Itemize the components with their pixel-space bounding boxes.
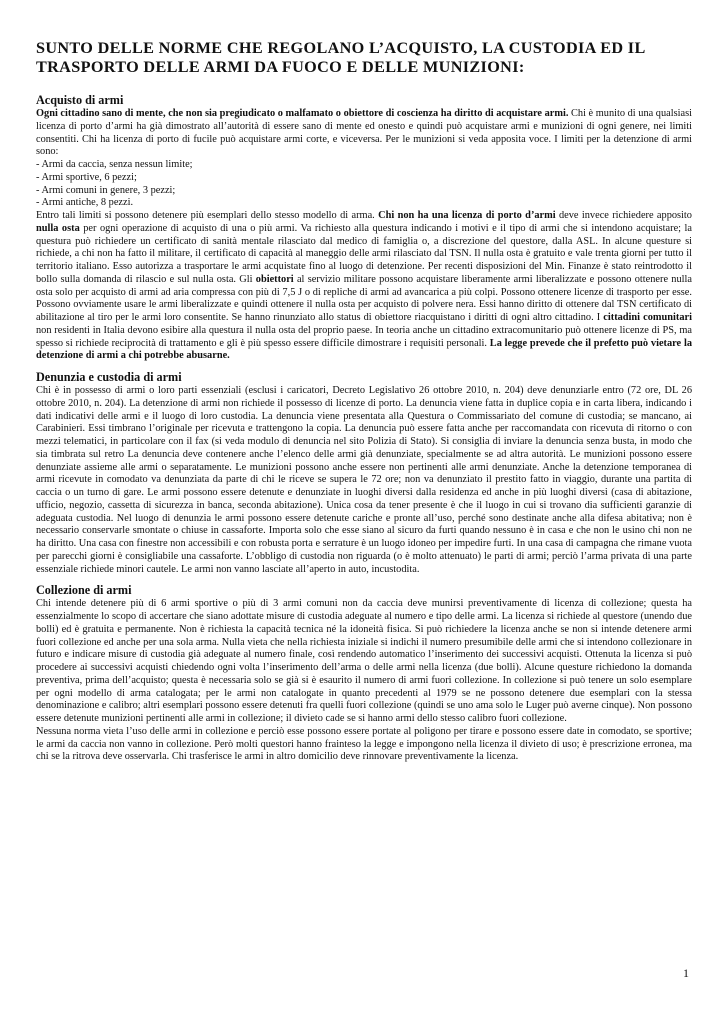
list-item: - Armi comuni in genere, 3 pezzi; (36, 184, 176, 196)
bold-text: obiettori (255, 273, 294, 285)
body-text: al servizio militare possono acquistare liberamente armi liberalizzate e possono ottenere nulla osta solo per acquisto di armi ad aria compressa con più di 7,5 J o di repliche di armi ad avancarica a più colpi. Possono ottenere licenze di trasporto per esse. Possono ovviamente usare le armi liberalizzate e quindi ottenere il nulla osta per acquisto di polvere nera. Essi hanno diritto di ottenere dal TSN certificato di abilitazione al tiro per le armi loro consentite. Se hanno rinunziato allo status di obiettore riacquistano i diritti di ogni altro cittadino. I (36, 273, 692, 323)
list-item: - Armi da caccia, senza nessun limite; (36, 159, 193, 170)
bold-text: nulla osta (36, 222, 80, 234)
paragraph-collezione-2: Nessuna norma vieta l’uso delle armi in collezione e perciò esse possono essere portate al poligono per tirare e possono essere date in comodato, se sportive; le armi da caccia non vanno in collezione. Però molti questori hanno frainteso la legge e impongono nella licenza il divieto di uso; è prescrizione erronea, ma chi se la ritrova deve osservarla. Chi trasferisce le armi in altro domicilio deve rinnovare preventivamente la licenza. (36, 725, 692, 763)
limits-list (36, 159, 692, 210)
section-heading-collezione: Collezione di armi (36, 583, 132, 598)
paragraph-acquisto-intro (36, 108, 692, 159)
bold-text: Ogni cittadino sano di mente, che non sia pregiudicato o malfamato o obiettore di coscienza ha diritto di acquistare armi. (36, 108, 569, 119)
paragraph-acquisto-nulla-osta (36, 210, 692, 363)
paragraph-collezione-1: Chi intende detenere più di 6 armi sportive o più di 3 armi comuni non da caccia deve munirsi preventivamente di licenza di collezione; questa ha essenzialmente lo scopo di accertare che siano adottate misure di custodia adeguate al numero e tipo delle armi. La licenza si richiede al questore (unendo due bolli) ed è gratuita e permanente. Non è richiesta la capacità tecnica né la idoneità fisica. Si può richiedere la licenza anche se non si intende detenere armi fuori collezione ed anche per una sola arma. Nulla vieta che nella richiesta iniziale si indichi il numero presumibile delle armi che si intendono collezionare in futuro e indicare misure di custodia già adeguate al numero finale, così rendendo automatico l’inserimento dei successivi acquisti. Ottenuta la licenza si può procedere ai successivi acquisti chiedendo ogni volta l’inserimento dell’arma o delle armi nella licenza (due bolli). Alcune questure richiedono la domanda preventiva, prima dell’acquisto; questa è necessaria solo se già si è esaurito il numero di armi fuori collezione. In collezione si può tenere un solo esemplare per ogni modello di arma catalogata; per le armi non catalogate in quanto precedenti al 1979 se ne possono detenere due esemplari con la stessa denominazione e calibro; altri esemplari possono essere detenuti fra quelli fuori collezione (quindi se uno ama solo le Luger può averne cinque). Non possono essere detenute munizioni pertinenti alle armi in collezione; il divieto cade se si hanno armi dello stesso calibro fuori collezione. (36, 598, 692, 724)
paragraph-denuncia: Chi è in possesso di armi o loro parti essenziali (esclusi i caricatori, Decreto Legislativo 26 ottobre 2010, n. 204) deve denunziarle entro (72 ore, DL 26 ottobre 2010, n. 204). La detenzione di armi non richiede il possesso di licenze di porto. La denuncia viene fatta in duplice copia e in carta libera, indicando i dati indicativi delle armi e il luogo di loro custodia. La denuncia viene presentata alla Questura o Commissariato del comune di custodia; se mancano, ai Carabinieri. Essi timbrano l’originale per ricevuta e trattengono la copia. La denuncia può essere fatta anche per raccomandata con ricevuta di ritorno o con mezzi telematici, in particolare con il fax (si veda modulo di denuncia nel sito Polizia di Stato). Si consiglia di inviare la denuncia senza busta, in modo che sia timbrata sul retro La denuncia deve contenere anche l’elenco delle armi già denunziate, specialmente se ad altra autorità. Le munizioni possono essere denunziate assieme alle armi o separatamente. Le munizioni possono anche essere non pertinenti alle armi denunziate. Anche la detenzione temporanea di armi ricevute in comodato va denunziata da parte di chi le riceve se supera le 72 ore; non va denunziato il prestito fatto in viaggio, durante una partita di caccia o un turno di gare. Le armi possono essere detenute e denunziate in luoghi diversi dalla residenza ed anche in più luoghi diversi (casa di abitazione, ufficio, negozio, cassetta di sicurezza in banca, seconda abitazione). Unica cosa da tener presente è che il luogo in cui si trovano dia sufficienti garanzie di adeguata custodia. Nel luogo di denunzia le armi possono essere detenute cariche e pronte all’uso, perché sono destinate anche alla difesa abitativa; non è necessario conservarle smontate o chiuse in cassaforte. Importa solo che esse siano al sicuro da furti quando nessuno è in casa e che non le usino chi non ne ha diritto. Una casa con finestre non accessibili e con robusta porta e serrature è un luogo idoneo per impedire furti. In una casa di campagna che rimane vuota per parecchi giorni è consigliabile una cassaforte. L’obbligo di custodia non riguarda (o è molto attenuato) le parti di armi; perciò l’arma privata di una parte essenziale richiede minori cautele. Le armi non vanno lasciate all’aperto in auto, incustodita. (36, 385, 693, 575)
section-acquisto (36, 93, 692, 363)
page-number: 1 (683, 966, 689, 980)
document-title: SUNTO DELLE NORME CHE REGOLANO L’ACQUISTO, LA CUSTODIA ED IL TRASPORTO DELLE ARMI DA FUOCO E DELLE MUNIZIONI: (36, 39, 645, 76)
body-text: Chi è munito di una qualsiasi licenza di porto d’armi ha già dimostrato all’autorità di essere sano di mente ed onesto e quindi può acquistare armi e munizioni di ogni genere, nei limiti consentiti. Chi ha licenza di porto di fucile può acquistare armi corte, e viceversa. Per le munizioni si veda apposita voce. I limiti per la detenzione di armi sono: (36, 108, 692, 158)
body-text: deve invece richiedere apposito (555, 210, 692, 221)
section-denuncia (36, 370, 692, 576)
document-body (36, 93, 692, 771)
bold-text: La legge prevede che il prefetto può vietare la detenzione di armi a chi potrebbe abusarne. (36, 337, 692, 362)
section-heading-denuncia: Denunzia e custodia di armi (36, 370, 182, 384)
body-text: Entro tali limiti si possono detenere più esemplari dello stesso modello di arma. (36, 210, 379, 221)
bold-text: cittadini comunitari (603, 312, 692, 323)
bold-text: Chi non ha una licenza di porto d’armi (378, 210, 556, 221)
body-text: non residenti in Italia devono esibire alla questura il nulla osta del proprio paese. In teoria anche un cittadino extracomunitario può ottenere licenze di PS, ma spesso si richiede reciprocità di trattamento e gli è più spesso essere difficile dimostrare i requisiti personali. (36, 324, 692, 349)
body-text: per ogni operazione di acquisto di una o più armi. Va richiesto alla questura indicando i motivi e il tipo di armi che si intendono acquistare; la questura può richiedere un certificato di sanità mentale rilasciato dal medico di famiglia o, a discrezione del questore, dalla ASL. In alcune questure si richiede, a chi non ha fatto il militare, il certificato di capacità al maneggio delle armi rilasciato dal TSN. Il nulla osta è gratuito e vale trenta giorni per tutto il territorio italiano. Esso autorizza a trasportare le armi acquistate fino al luogo di detenzione. Per recenti disposizioni del Min. Finanze è stato reintrodotto il bollo sulla domanda di rilascio e sul nulla osta. Gli (36, 222, 692, 285)
list-item: - Armi sportive, 6 pezzi; (36, 171, 137, 183)
section-heading-acquisto: Acquisto di armi (36, 93, 124, 107)
list-item: - Armi antiche, 8 pezzi. (36, 197, 134, 209)
section-collezione (36, 583, 692, 764)
